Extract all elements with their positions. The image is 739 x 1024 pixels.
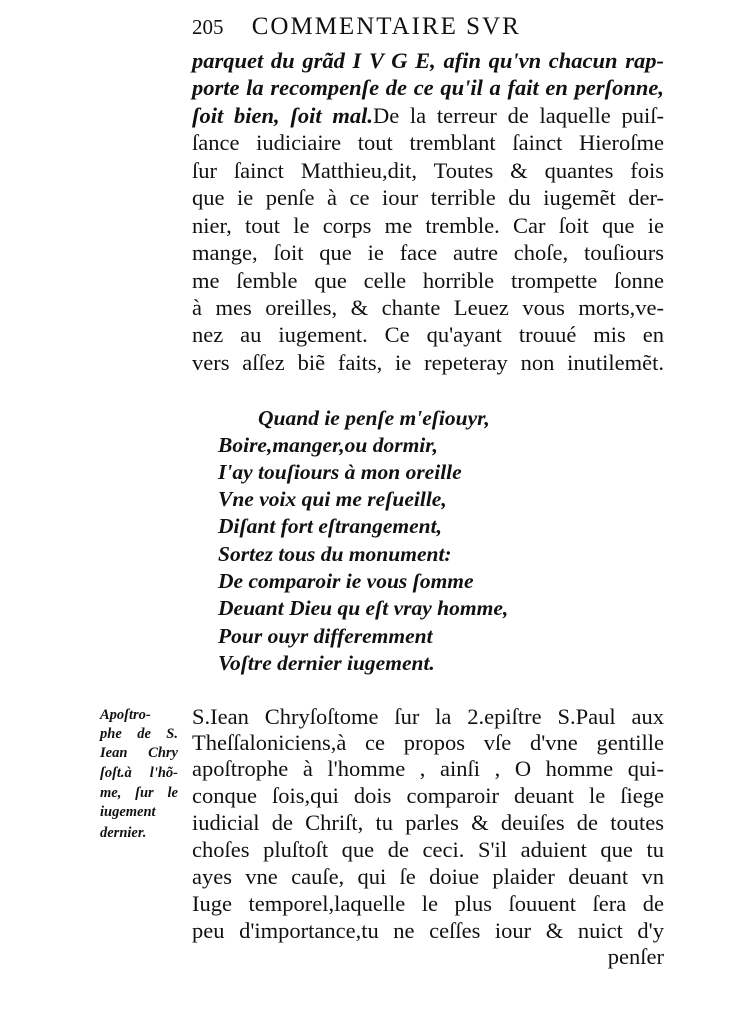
poem-line: Sortez tous du monument: [218,542,452,566]
text-line: iudicial de Chriſt, tu parles & deuiſes de toutes [192,810,664,835]
text-line: nier, tout le corps me tremble. Car ſoit que ie [192,213,664,238]
text-line-italic: ſoit bien, ſoit mal. [192,103,373,128]
poem-line: De comparoir ie vous ſomme [218,569,474,593]
poem-line: Quand ie penſe m'eſiouyr, [258,406,490,430]
margin-note-line: ſoſt.à l'hõ- [100,765,178,781]
poem-line: Voſtre dernier iugement. [218,651,435,675]
catchword: penſer [607,944,664,969]
poem-line: Pour ouyr differemment [218,624,433,648]
running-title: COMMENTAIRE SVR [251,13,521,40]
text-line: conque ſois,qui dois comparoir deuant le ſiege [192,783,664,808]
text-line: S.Iean Chryſoſtome ſur la 2.epiſtre S.Paul aux [192,704,664,729]
text-line: nez au iugement. Ce qu'ayant trouué mis en [192,322,664,347]
text-line: mange, ſoit que ie face autre choſe, touſiours [192,240,664,265]
text-line: ayes vne cauſe, qui ſe doiue plaider deuant vn [192,864,664,889]
text-line: Theſſaloniciens,à ce propos vſe d'vne gentille [192,730,664,755]
text-line: me ſemble que celle horrible trompette ſonne [192,268,664,293]
text-line: Iuge temporel,laquelle le plus ſouuent ſera de [192,891,664,916]
poem-line: I'ay touſiours à mon oreille [218,460,462,484]
text-line: vers aſſez biẽ faits, ie repeteray non inutilemẽt. [192,350,664,375]
text-line: apoſtrophe à l'homme , ainſi , O homme qui- [192,756,664,781]
poem-line: Diſant fort eſtrangement, [218,514,442,538]
poem-line: Deuant Dieu qu eſt vray homme, [218,596,509,620]
poem-line: Vne voix qui me reſueille, [218,487,447,511]
text-line: porte la recompenſe de ce qu'il a fait en perſonne, [192,75,664,100]
text-line: peu d'importance,tu ne ceſſes iour & nuict d'y [192,918,664,943]
text-line: parquet du grãd I V G E, afin qu'vn chacun rap- [192,48,664,73]
margin-note-line: iugement [100,804,156,820]
text-line: ſur ſainct Matthieu,dit, Toutes & quantes fois [192,158,664,183]
text-line-roman: De la terreur de laquelle puiſ- [372,103,664,128]
page-number: 205 [192,15,224,39]
margin-note-line: me, ſur le [100,785,178,801]
margin-note-line: Iean Chry [100,745,178,761]
margin-note-line: phe de S. [100,726,178,742]
running-header [192,14,612,39]
text-line [192,105,664,128]
poem-line: Boire,manger,ou dormir, [218,433,438,457]
text-line: choſes pluſtoſt que de ceci. S'il aduient que tu [192,837,664,862]
text-line: que ie penſe à ce iour terrible du iugemẽt der- [192,185,664,210]
text-line: à mes oreilles, & chante Leuez vous morts,ve- [192,295,664,320]
margin-note-line: Apoſtro- [100,707,151,723]
margin-note-line: dernier. [100,825,147,841]
text-line: ſance iudiciaire tout tremblant ſainct Hieroſme [192,130,664,155]
